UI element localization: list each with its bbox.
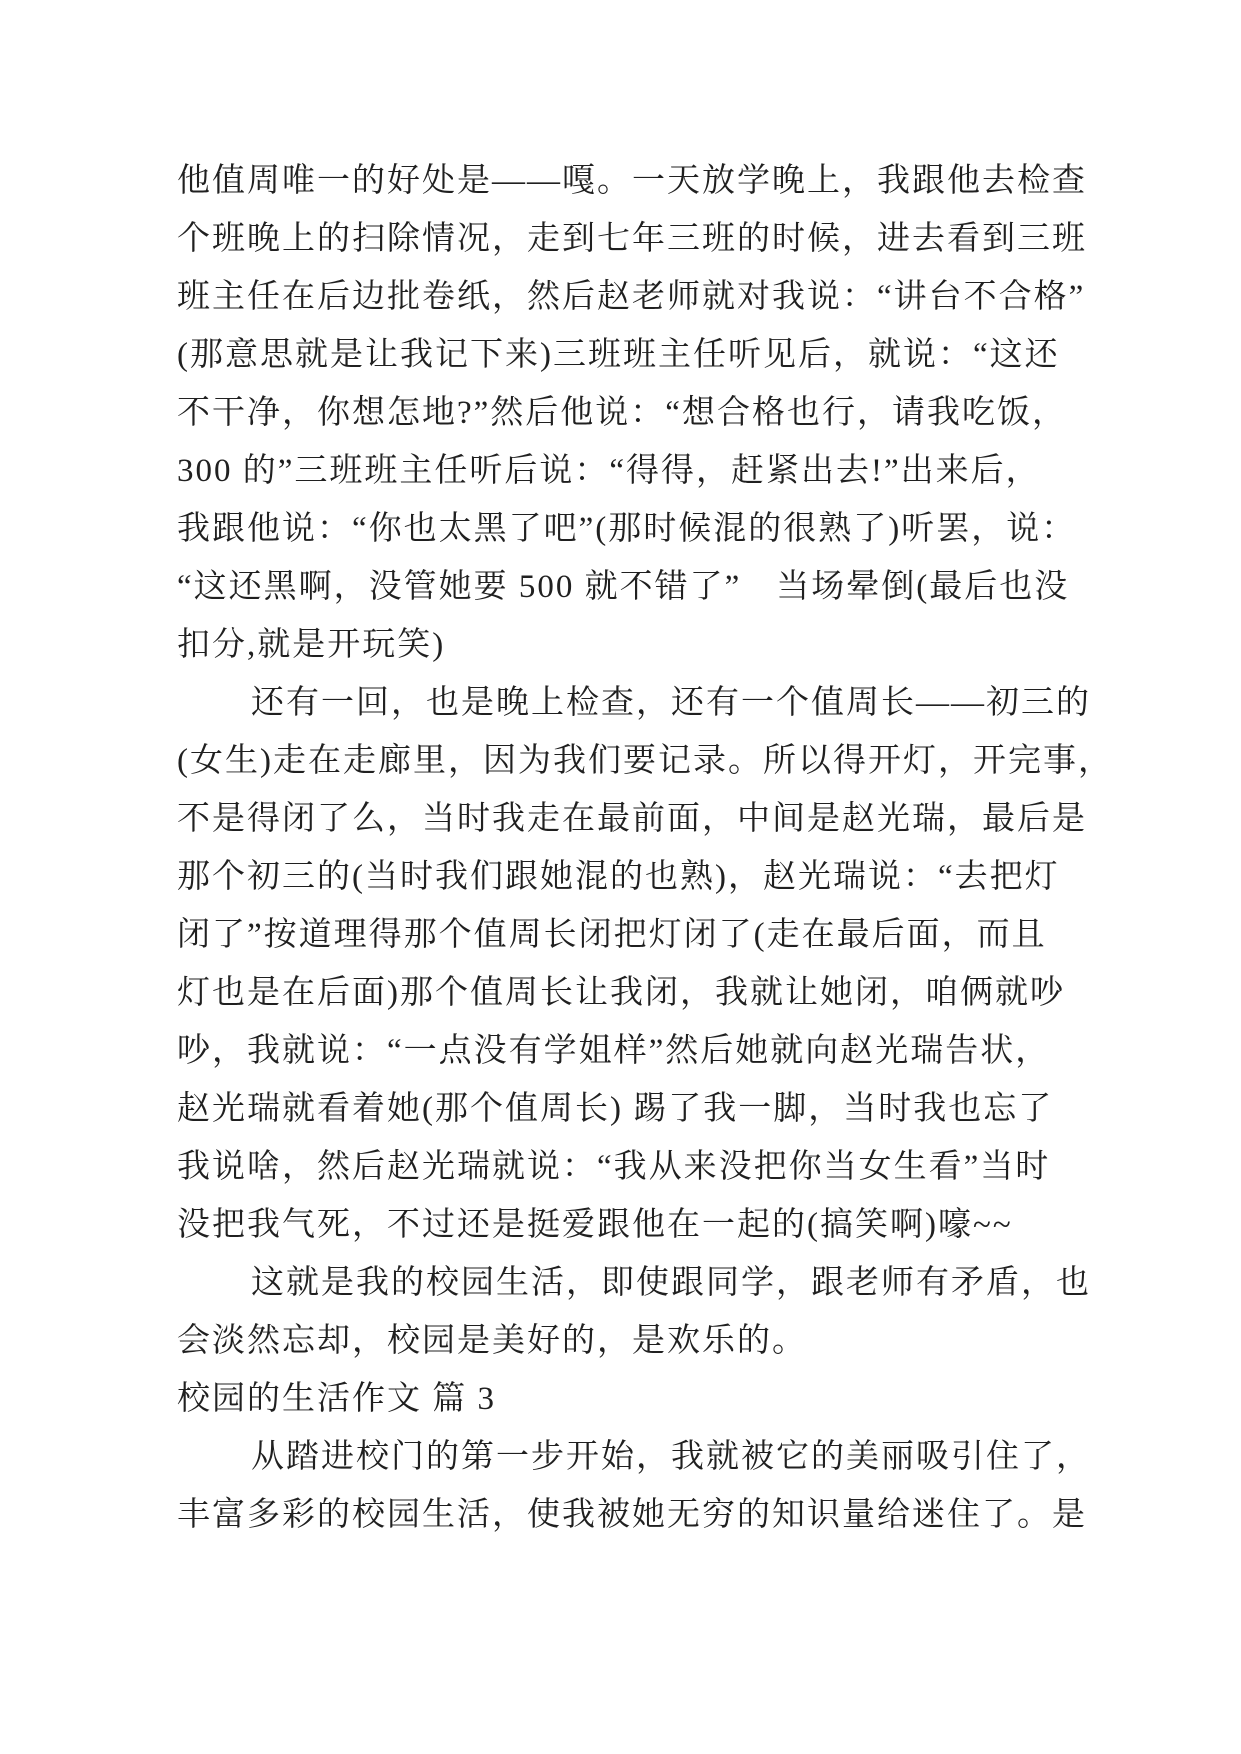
text-line: 灯也是在后面)那个值周长让我闭，我就让她闭，咱俩就吵	[177, 975, 1065, 1011]
text-line: “这还黑啊，没管她要 500 就不错了” 当场晕倒(最后也没	[177, 569, 1070, 605]
text-line: 个班晚上的扫除情况，走到七年三班的时候，进去看到三班	[177, 221, 1087, 257]
text-line: (那意思就是让我记下来)三班班主任听见后，就说：“这还	[177, 337, 1060, 373]
text-line: 没把我气死，不过还是挺爱跟他在一起的(搞笑啊)嚎~~	[177, 1207, 1013, 1243]
text-line: 不干净，你想怎地?”然后他说：“想合格也行，请我吃饭，	[177, 395, 1067, 431]
text-line: 那个初三的(当时我们跟她混的也熟)，赵光瑞说：“去把灯	[177, 859, 1060, 895]
text-line: 从踏进校门的第一步开始，我就被它的美丽吸引住了，	[251, 1439, 1091, 1475]
text-line: (女生)走在走廊里，因为我们要记录。所以得开灯，开完事，	[177, 743, 1113, 779]
text-line: 扣分,就是开玩笑)	[177, 627, 446, 663]
text-line: 这就是我的校园生活，即使跟同学，跟老师有矛盾，也	[251, 1265, 1091, 1301]
text-line: 我跟他说：“你也太黑了吧”(那时候混的很熟了)听罢，说：	[177, 511, 1077, 547]
text-line: 他值周唯一的好处是——嘎。一天放学晚上，我跟他去检查	[177, 163, 1087, 199]
text-line: 不是得闭了么，当时我走在最前面，中间是赵光瑞，最后是	[177, 801, 1087, 837]
text-line: 吵，我就说：“一点没有学姐样”然后她就向赵光瑞告状，	[177, 1033, 1051, 1069]
document-body	[177, 152, 1113, 1544]
text-line: 会淡然忘却，校园是美好的，是欢乐的。	[177, 1323, 807, 1359]
text-line: 我说啥，然后赵光瑞就说：“我从来没把你当女生看”当时	[177, 1149, 1051, 1185]
section-label-line: 校园的生活作文 篇 3	[177, 1381, 496, 1417]
text-line: 还有一回，也是晚上检查，还有一个值周长——初三的	[251, 685, 1091, 721]
text-line: 300 的”三班班主任听后说：“得得，赶紧出去!”出来后，	[177, 453, 1041, 489]
text-line: 班主任在后边批卷纸，然后赵老师就对我说：“讲台不合格”	[177, 279, 1086, 315]
text-line: 赵光瑞就看着她(那个值周长) 踢了我一脚，当时我也忘了	[177, 1091, 1054, 1127]
text-line: 闭了”按道理得那个值周长闭把灯闭了(走在最后面，而且	[177, 917, 1047, 953]
text-line: 丰富多彩的校园生活，使我被她无穷的知识量给迷住了。是	[177, 1497, 1087, 1533]
